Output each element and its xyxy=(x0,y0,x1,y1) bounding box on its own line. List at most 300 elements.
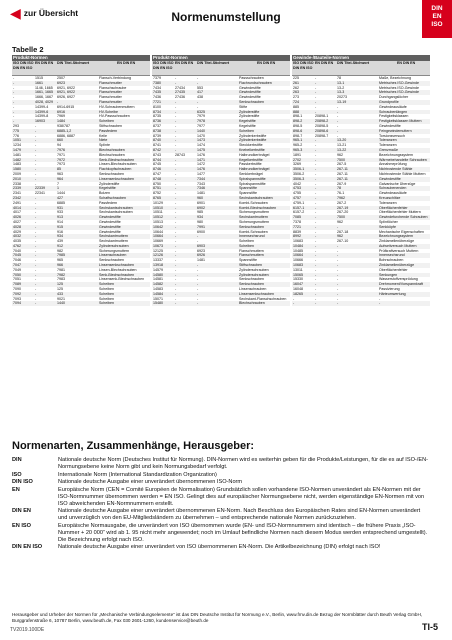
table-cell: Passfedern xyxy=(99,128,118,133)
table-cell: - xyxy=(197,239,199,244)
table-cell: Halbrundkerbnägel xyxy=(239,152,270,157)
table-cell: Festigkeitsklassen Muttern xyxy=(379,119,422,124)
table-cell: Wärmebehandelte Schrauben xyxy=(379,157,427,162)
table-cell: - xyxy=(175,104,177,109)
table-cell: Flanschmuttern xyxy=(239,253,264,258)
table-cell: - xyxy=(315,301,317,306)
table-cell: Toleranzen xyxy=(379,143,397,148)
table-cell: Scheiben xyxy=(99,282,114,287)
table-cell: - xyxy=(197,76,199,80)
table-cell: - xyxy=(35,138,37,143)
table-cell: 7046 xyxy=(13,258,21,263)
table-cell: 660 xyxy=(57,138,63,143)
table-cell: - xyxy=(315,195,317,200)
table-cell: 262 xyxy=(293,85,299,90)
table-row xyxy=(152,301,290,306)
table-cell: Passfedern xyxy=(99,200,118,205)
table-cell: 7962 xyxy=(337,195,345,200)
table-cell: 7089 xyxy=(13,282,21,287)
column-header: ISO DIN ISO DIN EN ISO xyxy=(13,61,34,70)
table-cell: 10644 xyxy=(153,229,163,234)
table-row xyxy=(12,301,150,306)
table-cell: 3506-1 xyxy=(293,167,305,172)
table-cell: - xyxy=(337,277,339,282)
table-cell: Sicherungsmuttern xyxy=(239,210,270,215)
column-header: EN DIN EN xyxy=(257,61,276,65)
table-cell: 6885-1,2 xyxy=(57,128,72,133)
table-cell: 78 xyxy=(337,186,341,191)
table-cell: Scheiben xyxy=(99,291,114,296)
table-cell: 724 xyxy=(293,99,299,104)
table-cell: Schaftschrauben xyxy=(99,195,126,200)
table-cell: 125 xyxy=(57,287,63,292)
table-cell: Galvanische Überzüge xyxy=(379,181,416,186)
table-cell: - xyxy=(315,210,317,215)
table-cell: Senkschrauben xyxy=(99,171,124,176)
table-cell: 7379 xyxy=(153,76,161,80)
table-cell: Splinte xyxy=(99,143,110,148)
table-cell: 7049 xyxy=(13,267,21,272)
table-cell: 7977 xyxy=(197,123,205,128)
table-cell: 6157-2 xyxy=(293,210,305,215)
table-cell: Zinklamellenüberzüge xyxy=(379,263,415,268)
table-cell: - xyxy=(337,253,339,258)
table-cell: Spannstifte xyxy=(239,186,257,191)
table-cell: - xyxy=(57,99,59,104)
table-cell: 6902 xyxy=(197,205,205,210)
table-cell: 10642 xyxy=(153,224,163,229)
table-cell: Linsen-Blechschrauben xyxy=(99,162,137,167)
table-cell: 7500 xyxy=(337,157,345,162)
table-cell: 4026 xyxy=(13,215,21,220)
table-cell: Spiralspannstifte xyxy=(239,181,266,186)
table-cell: - xyxy=(175,138,177,143)
table-cell: - xyxy=(337,104,339,109)
table-cell: - xyxy=(35,301,37,306)
table-cell: 2009 xyxy=(13,171,21,176)
table-cell: Scheiben xyxy=(99,301,114,306)
table-cell: 963 xyxy=(57,171,63,176)
table-cell: 16048 xyxy=(293,287,303,292)
table-group-header: Gewinde-/Bauteile-Normen xyxy=(292,55,430,61)
table-cell: 10511 xyxy=(153,210,163,215)
table-cell: - xyxy=(35,133,37,138)
table-cell: 965 xyxy=(57,258,63,263)
table-cell: Linsensenkschrauben xyxy=(239,291,274,296)
table-cell: - xyxy=(315,95,317,100)
table-cell: - xyxy=(197,234,199,239)
legend-description: Nationale deutsche Norm (Deutsches Institut für Normung). DIN-Normen wird es weiterhin geben für die Produkte/Leistungen, für die es auf ISO-/EN-Normungsebene keine Norm gibt und kein Normungsbedarf verfolgt. xyxy=(58,457,428,470)
table-cell: 3506-3 xyxy=(293,176,305,181)
table-cell: - xyxy=(35,195,37,200)
table-cell: - xyxy=(315,224,317,229)
table-cell: Grenzmaße xyxy=(379,147,398,152)
table-cell: 553 xyxy=(197,85,203,90)
table-column-headers xyxy=(12,61,150,76)
table-cell: Härteumwertung xyxy=(379,291,406,296)
table-cell: 1479 xyxy=(13,147,21,152)
table-cell: Festigkeitsklassen xyxy=(379,114,409,119)
table-cell: - xyxy=(197,282,199,287)
table-cell: 10513 xyxy=(153,219,163,224)
table-cell: 8735 xyxy=(153,114,161,119)
table-cell: - xyxy=(197,267,199,272)
table-cell: Zylinderkerbstifte xyxy=(239,138,267,143)
table-cell: Gewindeausläufe xyxy=(379,191,407,196)
table-cell: - xyxy=(175,76,177,80)
table-cell: Bohrschrauben xyxy=(379,258,404,263)
table-cell: - xyxy=(13,99,15,104)
table-cell: 225 xyxy=(293,76,299,80)
table-cell: - xyxy=(35,267,37,272)
table-cell: Aufweitversuch Muttern xyxy=(379,243,417,248)
table-cell: 7972 xyxy=(57,157,65,162)
table-cell: - xyxy=(315,109,317,114)
table-cell: - xyxy=(175,258,177,263)
table-cell: - xyxy=(197,291,199,296)
table-cell: - xyxy=(337,133,339,138)
legend-code: DIN EN ISO xyxy=(12,544,43,550)
table-cell: 267-10 xyxy=(337,239,349,244)
badge-line: EN xyxy=(432,13,442,20)
legend xyxy=(12,457,430,552)
norm-tables xyxy=(12,55,430,435)
table-cell: Kegelstifte xyxy=(239,119,256,124)
table-cell: 14579 xyxy=(153,267,163,272)
table-cell: 7721 xyxy=(293,224,301,229)
table-cell: - xyxy=(197,80,199,85)
table-cell: 14399-6 xyxy=(35,109,49,114)
table-cell: Senkschrauben xyxy=(239,282,264,287)
table-cell: 13-19 xyxy=(337,99,347,104)
table-cell: HV-Passschrauben xyxy=(99,114,130,119)
table-cell: 7346 xyxy=(197,186,205,191)
table-cell: 6921, 6922 xyxy=(57,90,75,95)
column-header: EN DIN EN xyxy=(117,61,136,65)
table-cell: Spannstifte xyxy=(239,191,257,196)
column-header: DIN Titel-Stichwort xyxy=(57,61,90,65)
table-cell: 1475 xyxy=(197,147,205,152)
table-cell: Kombi-Schrauben xyxy=(239,229,268,234)
table-cell: 7378 xyxy=(293,219,301,224)
table-cell: - xyxy=(175,167,177,172)
table-cell: 8751 xyxy=(153,186,161,191)
table-cell: 6916 xyxy=(57,109,65,114)
table-cell: 433 xyxy=(57,291,63,296)
table-cell: Zylinderstifte xyxy=(239,109,260,114)
table-cell: Halbrundkerbnägel xyxy=(239,167,270,172)
table-cell: - xyxy=(315,263,317,268)
table-cell: 962 xyxy=(337,234,343,239)
table-cell: 4028 xyxy=(13,224,21,229)
table-cell: 898-6 xyxy=(293,128,303,133)
table-cell: - xyxy=(35,282,37,287)
legend-code: EN xyxy=(12,486,20,493)
table-cell: - xyxy=(315,167,317,172)
table-cell: Scheiben xyxy=(99,296,114,301)
table-cell: 10683 xyxy=(293,263,303,268)
table-cell: 6923 xyxy=(197,248,205,253)
legend-entry xyxy=(12,508,430,522)
table-cell: - xyxy=(315,186,317,191)
table-cell: - xyxy=(197,287,199,292)
table-cell: - xyxy=(337,248,339,253)
table-cell: 6900 xyxy=(197,229,205,234)
table-cell: Blechschrauben xyxy=(239,301,265,306)
table-cell: 898-2 xyxy=(293,119,303,124)
table-cell: 267-11 xyxy=(337,167,348,172)
table-cell: Stiftschrauben xyxy=(99,123,122,128)
table-cell: 4755 xyxy=(293,191,301,196)
table-cell: 7344 xyxy=(197,176,205,181)
table-group-header: Produkt-Normen xyxy=(12,55,150,61)
table-cell: Blechschrauben xyxy=(99,152,125,157)
table-cell: - xyxy=(175,291,177,296)
overview-label: zur Übersicht xyxy=(23,8,79,18)
table-cell: 7092 xyxy=(13,291,21,296)
table-cell: 10664 xyxy=(293,253,303,258)
publisher-note: Herausgeber und Urheber der Normen für „Mechanische Verbindungselemente“ ist das DIN Deutsche Institut für Normung e.V., Berlin, www.fmv.din.de Bezug der Normblätter durch Beuth Verlag GmbH, Burggrafenstraße 6, 10787 Berlin, www.beuth.de, Fax 030 2601-1260, kundenservice@beuth.de xyxy=(12,612,423,623)
table-cell: Scheiben xyxy=(99,119,114,124)
table-cell: - xyxy=(337,114,339,119)
table-cell: - xyxy=(175,80,177,85)
table-cell: 12125 xyxy=(153,248,163,253)
table-cell: - xyxy=(315,191,317,196)
table-cell: 20898-7 xyxy=(315,133,329,138)
table-cell: 14399-8 xyxy=(35,114,49,119)
table-cell: 267-18 xyxy=(337,229,349,234)
table-cell: 13-21 xyxy=(337,143,347,148)
table-body xyxy=(292,76,430,306)
table-cell: 22339 xyxy=(35,186,45,191)
table-cell: Flanschmutter xyxy=(99,99,122,104)
table-cell: 888 xyxy=(293,109,299,114)
table-cell: Blechschrauben xyxy=(99,147,125,152)
table-cell: 10512 xyxy=(153,215,163,220)
table-cell: 8741 xyxy=(153,143,161,148)
table-cell: - xyxy=(337,258,339,263)
table-cell: Linsensenkschrauben xyxy=(99,176,134,181)
table-cell: - xyxy=(337,282,339,287)
table-cell: Flanschmutter xyxy=(99,95,122,100)
table-cell: 27434 xyxy=(175,85,185,90)
table-cell: - xyxy=(175,263,177,268)
table-cell: 1661 xyxy=(35,80,43,85)
table-cell: - xyxy=(35,167,37,172)
table-cell: - xyxy=(13,90,15,95)
table-cell: 7969 xyxy=(57,114,65,119)
legend-description: Nationale deutsche Ausgabe einer unverändert übernommenen ISO-Norm xyxy=(58,479,243,485)
table-cell: 1470 xyxy=(197,133,205,138)
table-cell: 7050 xyxy=(13,272,21,277)
table-cell: 1891 xyxy=(293,152,301,157)
column-header: EN DIN EN xyxy=(397,61,416,65)
table-cell: Stiftschrauben xyxy=(239,263,262,268)
table-cell: - xyxy=(35,215,37,220)
table-cell: 267-2 xyxy=(337,200,347,205)
table-body xyxy=(12,76,150,306)
table-cell: 898-7 xyxy=(293,133,303,138)
table-cell: Senkköpfe xyxy=(379,224,396,229)
table-cell: - xyxy=(379,301,381,306)
table-cell: 965-1 xyxy=(293,138,303,143)
table-cell: 7085 xyxy=(293,215,301,220)
column-header: ISO DIN ISO DIN EN ISO xyxy=(293,61,314,70)
table-cell: 20273 xyxy=(337,95,347,100)
table-cell: - xyxy=(13,119,15,124)
table-cell: 267-11 xyxy=(337,171,348,176)
table-cell: Flanschmuttern xyxy=(239,248,264,253)
table-cell: - xyxy=(315,277,317,282)
table-cell: 4042 xyxy=(293,181,301,186)
table-cell: 7982 xyxy=(57,272,65,277)
table-cell: 8746 xyxy=(153,167,161,172)
table-cell: 438 xyxy=(197,95,203,100)
table-cell: Zinklamellenüberzüge xyxy=(379,239,415,244)
table-cell: Innensechsrund xyxy=(239,234,265,239)
table-cell: 1484 xyxy=(57,119,65,124)
table-cell: 125 xyxy=(57,282,63,287)
table-cell: 427 xyxy=(57,195,63,200)
footer-id: TV2019.100DE xyxy=(10,627,45,633)
table-cell: 1472 xyxy=(197,162,205,167)
table-cell: - xyxy=(35,200,37,205)
table-cell: 7040 xyxy=(13,248,21,253)
table-cell: Zylinderschrauben xyxy=(239,267,269,272)
table-cell: - xyxy=(35,234,37,239)
table-cell: Senk-Blechschrauben xyxy=(99,272,135,277)
table-cell: - xyxy=(175,243,177,248)
legend-description: Nationale deutsche Ausgabe einer unverändert von ISO übernommenen EN-Norm. Die Artikelbezeichnung (DIN) erfolgt nach ISO! xyxy=(58,544,381,550)
table-cell: - xyxy=(175,234,177,239)
table-cell: - xyxy=(315,138,317,143)
table-cell: - xyxy=(35,258,37,263)
legend-code: EN ISO xyxy=(12,522,31,529)
table-cell: - xyxy=(315,200,317,205)
table-cell: 6914-6915 xyxy=(57,104,75,109)
table-cell: 20898-5 xyxy=(315,123,329,128)
table-cell: Linsenschrauben xyxy=(99,253,127,258)
table-cell: 933 xyxy=(57,210,63,215)
table-cell: - xyxy=(175,119,177,124)
table-cell: - xyxy=(35,287,37,292)
table-cell: 10666 xyxy=(293,258,303,263)
table-cell: 7380 xyxy=(153,80,161,85)
table-cell: 14583 xyxy=(153,287,163,292)
table-cell: - xyxy=(315,258,317,263)
table-cell: 7500 xyxy=(337,215,345,220)
table-cell: - xyxy=(175,99,177,104)
norm-table xyxy=(152,55,290,435)
table-cell: 10484 xyxy=(293,243,303,248)
table-cell: - xyxy=(175,176,177,181)
table-cell: 916 xyxy=(57,229,63,234)
table-cell: - xyxy=(315,267,317,272)
table-cell: 4753 xyxy=(293,186,301,191)
table-cell: 8747 xyxy=(153,171,161,176)
table-cell: Gewindestifte xyxy=(99,224,121,229)
table-cell: Innensechsrund xyxy=(379,253,405,258)
badge-line: DIN xyxy=(431,5,443,12)
table-cell: 964 xyxy=(57,176,63,181)
table-cell: 1661, 1665 xyxy=(35,90,53,95)
table-cell: - xyxy=(175,210,177,215)
table-cell: 263 xyxy=(293,90,299,95)
table-cell: - xyxy=(315,287,317,292)
table-cell: - xyxy=(197,104,199,109)
table-cell: Schraubenenden xyxy=(379,186,407,191)
table-cell: Senkungen xyxy=(379,272,398,277)
table-cell: Knebelkerbstifte xyxy=(239,147,265,152)
table-cell: - xyxy=(197,263,199,268)
table-cell: 22341 xyxy=(35,191,45,196)
legend-entry xyxy=(12,457,430,471)
table-cell: 6157-1 xyxy=(293,205,305,210)
legend-code: DIN ISO xyxy=(12,479,33,485)
table-cell: 7981 xyxy=(57,267,65,272)
table-cell: 1444 xyxy=(57,191,65,196)
column-header: EN DIN EN xyxy=(315,61,334,65)
table-cell: 3269 xyxy=(293,162,301,167)
table-cell: 914 xyxy=(57,219,63,224)
table-cell: - xyxy=(35,152,37,157)
table-cell: 7973 xyxy=(57,162,65,167)
table-cell: 982 xyxy=(57,248,63,253)
table-cell: - xyxy=(175,200,177,205)
table-cell: 267-5 xyxy=(337,162,347,167)
table-cell: 8750 xyxy=(153,181,161,186)
table-cell: 885 xyxy=(293,104,299,109)
table-cell: 15330 xyxy=(293,277,303,282)
table-cell: Spannstifte xyxy=(239,258,257,263)
table-cell: 1477 xyxy=(197,171,205,176)
table-cell: 1481 xyxy=(197,258,205,263)
column-header: DIN Titel-Stichwort xyxy=(337,61,370,65)
table-cell: 15480 xyxy=(153,301,163,306)
table-cell: Zylinderstifte xyxy=(99,181,120,186)
table-cell: Prüfkraftversuch Muttern xyxy=(379,248,419,253)
table-cell: 10129 xyxy=(153,200,163,205)
table-cell: 8738 xyxy=(153,128,161,133)
table-cell: - xyxy=(315,76,317,80)
table-cell: - xyxy=(315,239,317,244)
table-cell: - xyxy=(315,234,317,239)
table-cell: 28743 xyxy=(175,152,185,157)
table-cell: - xyxy=(197,301,199,306)
legend-entry xyxy=(12,487,430,508)
table-cell: 8736 xyxy=(153,119,161,124)
table-cell: - xyxy=(175,147,177,152)
table-cell: Kegelstifte xyxy=(239,123,256,128)
table-cell: 6901 xyxy=(197,200,205,205)
table-cell: Nichtrostende Stähle Muttern xyxy=(379,171,426,176)
table-cell: Gewindestifte xyxy=(379,123,401,128)
table-cell: - xyxy=(197,272,199,277)
table-cell: Nichtrostende Stähle xyxy=(379,167,413,172)
table-cell: Passkerbstifte xyxy=(239,162,262,167)
table-cell: 2010 xyxy=(13,176,21,181)
table-cell: 7435 xyxy=(153,90,161,95)
table-cell: 8734 xyxy=(153,109,161,114)
table-cell: - xyxy=(175,143,177,148)
table-cell: - xyxy=(13,109,15,114)
table-cell: 1483 xyxy=(13,162,21,167)
section-title: Tabelle 2 xyxy=(12,45,44,54)
table-cell: 13918 xyxy=(153,263,163,268)
table-cell: - xyxy=(293,301,295,306)
table-cell: Sechskantmuttern xyxy=(239,215,268,220)
table-cell: - xyxy=(35,128,37,133)
